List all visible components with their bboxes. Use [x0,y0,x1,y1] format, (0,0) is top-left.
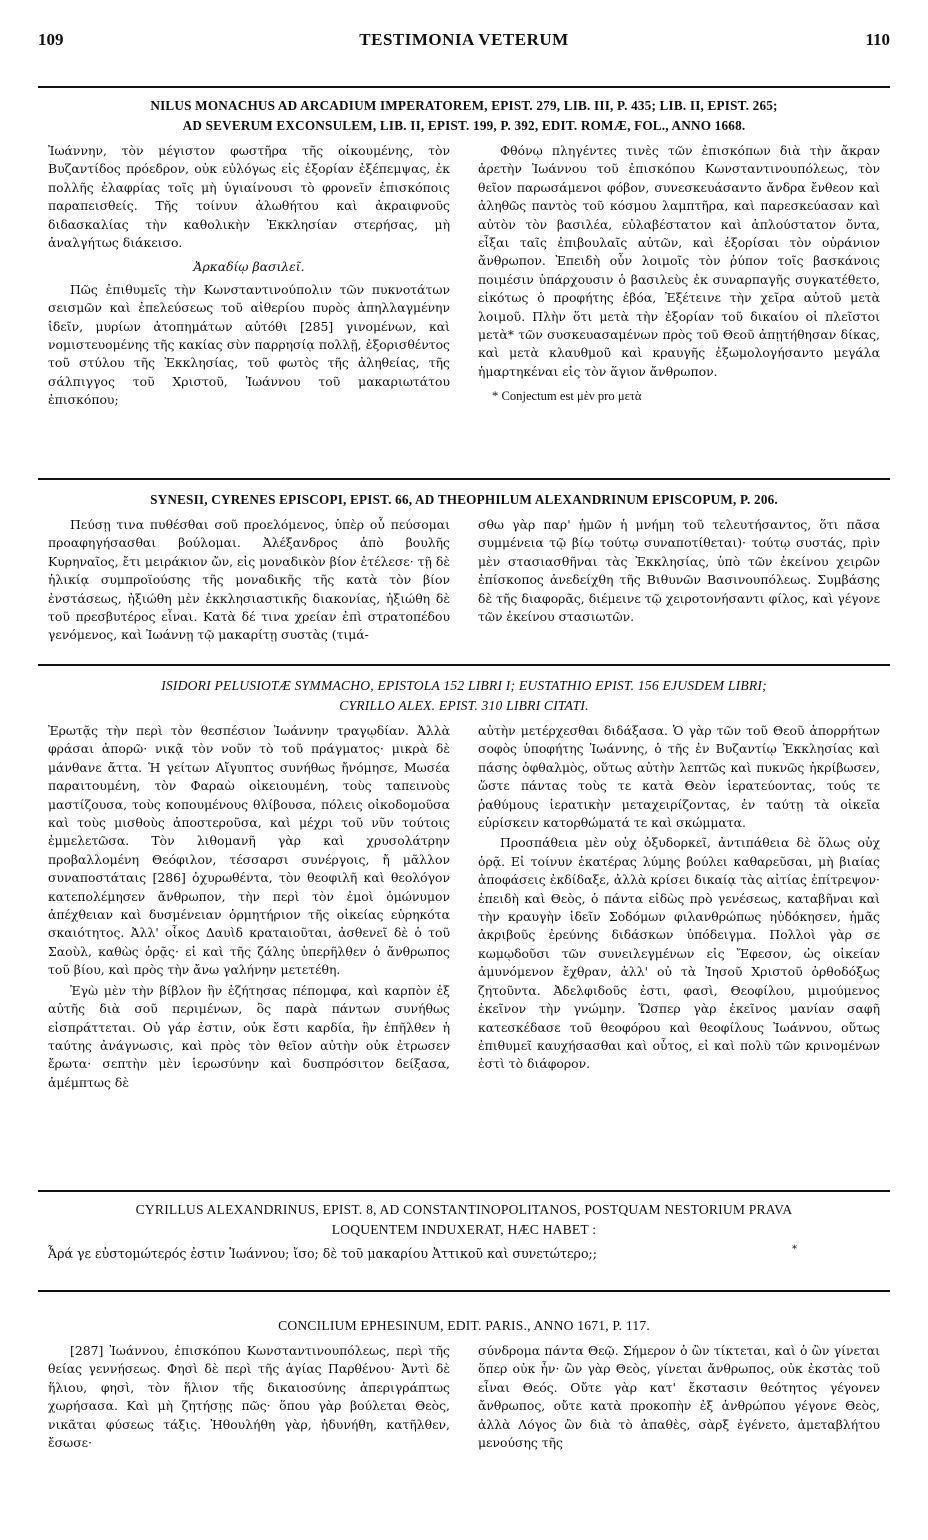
paragraph: Ἐγὼ μὲν τὴν βίβλον ἣν ἐζήτησας πέπομφα, καὶ καρπὸν ἐξ αὐτῆς διὰ σοῦ περιμένων, ὃς παρὰ πάντων συνήθως εἰσπράττεται. Οὐ γάρ ἐστιν, οὐκ ἔστι καρδία, ἣν ἐπῆλθεν ἡ ταύτης ἀνάγνωσις, καὶ πρὸς τὸν θεῖον αὐτὴν οὐκ ἐτρωσεν ἔρωτα· σεπτὴν μὲν ἱερωσύνην καὶ δυσπρόσιτον δείξασα, ἀμέμπτως δὲ [48,982,450,1090]
header-rule [38,86,890,88]
right-column [478,722,880,1092]
section-rule [38,478,890,480]
section-title [48,96,880,136]
section-synesius [48,490,880,645]
section-cyril [48,1200,880,1264]
section-rule [38,1290,890,1292]
right-column [478,1342,880,1452]
section-title-line: ISIDORI PELUSIOTÆ SYMMACHO, EPISTOLA 152 LIBRI I; EUSTATHIO EPIST. 156 EJUSDEM LIBRI; [161,678,767,693]
left-column [48,722,450,1092]
right-column [478,142,880,410]
paragraph: σύνδρομα πάντα Θεῷ. Σήμερον ὁ ὢν τίκτεται, καὶ ὁ ὢν γίνεται ὅπερ οὐκ ἦν· ὢν γὰρ Θεὸς, γίνεται ἄνθρωπος, οὐκ ἐκστὰς τοῦ εἶναι Θεός. Οὔτε γὰρ κατ' ἔκστασιν θεότητος γέγονεν ἄνθρωπος, οὔτε κατὰ προκοπὴν ἐξ ἀνθρώπου γέγονε Θεὸς, ἀλλὰ Λόγος ὢν διὰ τὸ ἀπαθὲς, σὰρξ ἐγένετο, ἀμεταβλήτου μενούσης τῆς [478,1343,880,1451]
paragraph: Πεύσῃ τινα πυθέσθαι σοῦ προελόμενος, ὑπὲρ οὗ πεύσομαι προαφηγήσασθαι βούλομαι. Ἀλέξανδρος ἀπὸ βουλῆς Κυρηναῖος, ἔτι μειράκιον ὤν, εἰς μοναδικὸν βίον ἐτέλεσε· τῇ δὲ ἡλικίᾳ συμπροϊούσης τῆς μοναδικῆς τῆς κατὰ τὸν βίον ἐνστάσεως, ἠξιώθη μὲν ἐκκλησιαστικῆς διακονίας, ἠξιώθη δὲ τοῦ πρεσβυτέρος εἶναι. Κατὰ δέ τινα χρείαν ἐπὶ στρατοπέδου γενόμενος, καὶ Ἰωάννῃ τῷ μακαρίτῃ συστὰς (τιμά- [48,517,450,643]
running-title: TESTIMONIA VETERUM [359,30,569,49]
paragraph: αὐτὴν μετέρχεσθαι διδάξασα. Ὁ γὰρ τῶν τοῦ Θεοῦ ἀπορρήτων σοφὸς ὑποφήτης Ἰωάννης, ὁ τῆς ἐν Βυζαντίῳ Ἐκκλησίας καὶ πάσης ὀφθαλμὸς, οὕτως αὐτὴν λεπτῶς καὶ πυκνῶς ἠκρίβωσεν, ὥστε πάντας τοὺς τε κατὰ Θεὸν ἱερατεύοντας, τούς τε ῥαθύμους ἱερατικὴν μεταχειρίζοντας, ἐν ταύτῃ τὰ οἰκεῖα εὑρίσκειν κατορθώματά τε καὶ σκώμματα. [478,723,880,831]
paragraph: [287] Ἰωάννου, ἐπισκόπου Κωνσταντινουπόλεως, περὶ τῆς θείας γεννήσεως. Φησὶ δὲ περὶ τῆς ἁγίας Παρθένου· Ἀντὶ δὲ ἥλιου, φησὶ, τὸν ἥλιον τῆς δικαιοσύνης ἀπεριγράπτως χωρήσασα. Καὶ μὴ ζητήσῃς πῶς· ὅπου γὰρ βούλεται Θεὸς, νικᾶται φύσεως τάξις. Ἠθουλήθη γὰρ, ἠδυνήθη, κατῆλθεν, ἔσωσε· [48,1343,450,1451]
left-column [48,1342,450,1452]
section-rule [38,1190,890,1192]
section-concilium [48,1316,880,1452]
section-title [48,676,880,716]
paragraph: Πῶς ἐπιθυμεῖς τὴν Κωνσταντινούπολιν τῶν πυκνοτάτων σεισμῶν καὶ ἐπελεύσεως τοῦ αἰθερίου πυρὸς ἀπηλλαγμένην ἰδεῖν, μυρίων ἀτοπημάτων αὐτόθι [285] γινομένων, καὶ νομιστευομένης τῆς κακίας σὺν παρρησίᾳ πολλῇ, ἐξορισθέντος τοῦ στύλου τῆς Ἐκκλησίας, τοῦ φωτὸς τῆς ἀληθείας, τῆς σάλπιγγος τοῦ Χριστοῦ, Ἰωάννου τοῦ μακαριωτάτου ἐπισκόπου; [48,281,450,408]
two-column-text [48,142,880,410]
left-column [48,142,450,410]
two-column-text [48,516,880,645]
paragraph: Ἐρωτᾷς τὴν περὶ τὸν θεσπέσιον Ἰωάννην τραγῳδίαν. Ἀλλὰ φράσαι ἀπορῶ· νικᾷ τὸν νοῦν τὸ τοῦ πράγματος· μικρὰ δὲ μάνθανε ἄττα. Ἡ γείτων Αἴγυπτος συνήθως ἤνόμησε, Μωσέα παραιτουμένη, τὸν Φαραὼ οἰκειουμένη, τοὺς ταπεινοὺς μαστίζουσα, τοὺς κοπουμένους θλίβουσα, πόλεις οἰκοδομοῦσα καὶ τοὺς μισθοὺς ἀποστεροῦσα, καὶ μέχρι τοῦ νῦν τούτοις ἐμμελετῶσα. Τὸν λιθομανῆ γὰρ καὶ χρυσολάτρην προβαλλομένη Θεόφιλον, τέσσαρσι συνέργοις, ἤ μᾶλλον συναποστάταις [286] ὀχυρωθέντα, τὸν θεοφιλῆ καὶ θεολόγον κατεπολέμησεν ἄνθρωπον, τὴν περὶ τὸν ἐμοὶ ὁμώνυμον ἀπέχθειαν καὶ δυσμένειαν ὁρμητήριον τῆς οἰκείας εὑρηκότα σκαιότητος. Ἀλλ' οἶκος Δαυὶδ κραταιοῦται, ἀσθενεῖ δὲ ὁ τοῦ Σαοὺλ, καθὼς ὁρᾷς· εἰ καὶ τῆς ζάλης ὑπερῆλθεν ὁ ἄνθρωπος τοῦ βίου, καὶ πρὸς τὴν ἄνω γαλήνην μετετέθη. [48,723,450,978]
quotation-line: Ἆρά γε εὐστομώτερός ἐστιν Ἰωάννου; ἴσο; δὲ τοῦ μακαρίου Ἀττικοῦ καὶ συνετώτερο;; [48,1246,598,1261]
right-column [478,516,880,645]
left-column [48,516,450,645]
section-title: SYNESII, CYRENES EPISCOPI, EPIST. 66, AD THEOPHILUM ALEXANDRINUM EPISCOPUM, P. 206. [150,492,778,507]
section-title [48,1200,880,1240]
asterisk-mark: * [792,1244,797,1255]
footnote: * Conjectum est μὲν pro μετὰ [492,389,642,404]
paragraph: Ἰωάννην, τὸν μέγιστον φωστῆρα τῆς οἰκουμένης, τὸν Βυζαντίδος πρόεδρον, οὐκ εὐλόγως εἰς ἐξορίαν ἐξέπεμψας, ἐκ πολλῆς ἐλαφρίας τοῖς μὴ ὑγιαίνουσι τὸ φρονεῖν ἐπισκόποις παραπεισθείς. Τῆς τοίνυν ἀλωθήτου καὶ ἀκραιφνοῦς διδασκαλίας τὴν καθολικὴν Ἐκκλησίαν στερήσας, μὴ ἀναλγήτως διάκεισο. [48,143,450,251]
section-title-line: NILUS MONACHUS AD ARCADIUM IMPERATOREM, EPIST. 279, LIB. III, P. 435; LIB. II, EPIST. 265; [150,98,778,113]
paragraph: Φθόνῳ πληγέντες τινὲς τῶν ἐπισκόπων διὰ τὴν ἄκραν ἀρετὴν Ἰωάννου τοῦ ἐπισκόπου Κωνσταντινουπόλεως, τὸν θεῖον παρωσάμενοι φόβον, συνεσκευάσαντο ἄνδρα ἔνθεον καὶ ἀληθῶς παντὸς τοῦ κόσμου λαμπτῆρα, καὶ παρεσκεύασαν καὶ αὐτὸν τὸν βασιλέα, εὐλαβέστατον καὶ ἁπλούστατον ὄντα, εἶξαι ταῖς ἐπιβουλαῖς αὐτῶν, καὶ ἐξορίσαι τὸν οὐράνιον ἄνθρωπον. Ἐπειδὴ οὖν λοιμοῖς τὸν ῥύπον τοῖς βασκάνοις ποιμέσιν ὑπάρχουσιν ὁ βασιλεὺς ἐκ συναρπαγῆς συγκατέθετο, εἰκότως ὁ προφήτης ἐβόα, Ἐξέτεινε τὴν χεῖρα αὐτοῦ μετὰ λοιμοῦ. Πλὴν ὅτι μετὰ τὴν ἐξορίαν τοῦ δικαίου οἱ πλεῖστοι μετὰ* τῶν συσκευασαμένων πρὸς τοῦ Θεοῦ ἀπῃτήθησαν δίκας, καὶ μετὰ κλαυθμοῦ καὶ κραυγῆς ἐξωμολογήσαντο μεγάλα ἡμαρτηκέναι εἰς τὸν ἅγιον ἄνθρωπον. [478,143,880,379]
page-number-left: 109 [38,30,64,49]
section-title-line: LOQUENTEM INDUXERAT, HÆC HABET : [331,1222,597,1237]
section-title-line: AD SEVERUM EXCONSULEM, LIB. II, EPIST. 199, P. 392, EDIT. ROMÆ, FOL., ANNO 1668. [182,118,746,133]
section-title-line: CYRILLUS ALEXANDRINUS, EPIST. 8, AD CONSTANTINOPOLITANOS, POSTQUAM NESTORIUM PRAVA [135,1202,793,1217]
section-title: CONCILIUM EPHESINUM, EDIT. PARIS., ANNO 1671, P. 117. [278,1318,650,1333]
paragraph: Προσπάθεια μὲν οὐχ ὀξυδορκεῖ, ἀντιπάθεια δὲ ὅλως οὐχ ὁρᾷ. Εἰ τοίνυν ἑκατέρας λύμης βούλει καθαρεῦσαι, μὴ βιαίας ἀποφάσεις ἐκδίδαξε, ἀλλὰ κρίσει δικαίᾳ τὰς αἰτίας ἐπίτρεψον· ἐπειδὴ καὶ Θεὸς, ὁ πάντα εἰδὼς πρὸ γενέσεως, καταβῆναι καὶ τὴν κραυγὴν ἰδεῖν Σοδόμων φιλανθρώπως ηὐδόκησεν, ἡμᾶς ἀκριβοῦς ἐρεύνης διδάσκων ὑπόδειγμα. Πολλοὶ γὰρ σε κωμῳδοῦσι τῶν συνειλεγμένων εἰς Ἔφεσον, ὡς οἰκείαν ἀμυνόμενον ἔχθραν, ἀλλ' οὐ τὰ Ἰησοῦ Χριστοῦ ὀρθοδόξως ζητοῦντα. Ἀδελφιδοῦς ἐστι, φασὶ, Θεοφίλου, μιμούμενος ἐκεῖνον τὴν γνώμην. Ὥσπερ γὰρ ἐκεῖνος μανίαν σαφῆ κατεσκέδασε τοῦ θεοφόρου καὶ θεοφίλους Ἰωάννου, οὕτως ἐπιθυμεῖ καυχήσασθαι καὶ οὗτος, εἰ καὶ πολὺ τῶν κρινομένων ἐστὶ τὸ διάφορον. [478,835,880,1072]
section-rule [38,664,890,666]
paragraph: σθω γὰρ παρ' ἡμῶν ἡ μνήμη τοῦ τελευτήσαντος, ὅτι πᾶσα συμμένεια τῷ βίῳ τούτῳ συναποτίθεται)· τούτῳ συστάς, πρὶν μὲν στασιασθῆναι τὰς Ἐκκλησίας, ὑπὸ τῶν ἐκείνου χειρῶν ἐπίσκοπος ἀνεδείχθη τῆς Βιθυνῶν Βασινουπόλεως. Συμβάσης δὲ τῆς διαφορᾶς, διέμεινε τῷ χειροτονήσαντι φίλος, καὶ γέγονε τῶν ἐκείνου στασιωτῶν. [478,517,880,625]
running-head [38,30,890,54]
section-isidore [48,676,880,1092]
page-number-right: 110 [865,30,890,49]
section-title-line: CYRILLO ALEX. EPIST. 310 LIBRI CITATI. [339,698,589,713]
greek-heading: Ἀρκαδίῳ βασιλεῖ. [193,259,305,275]
two-column-text [48,1342,880,1452]
two-column-text [48,722,880,1092]
section-nilus [48,96,880,410]
